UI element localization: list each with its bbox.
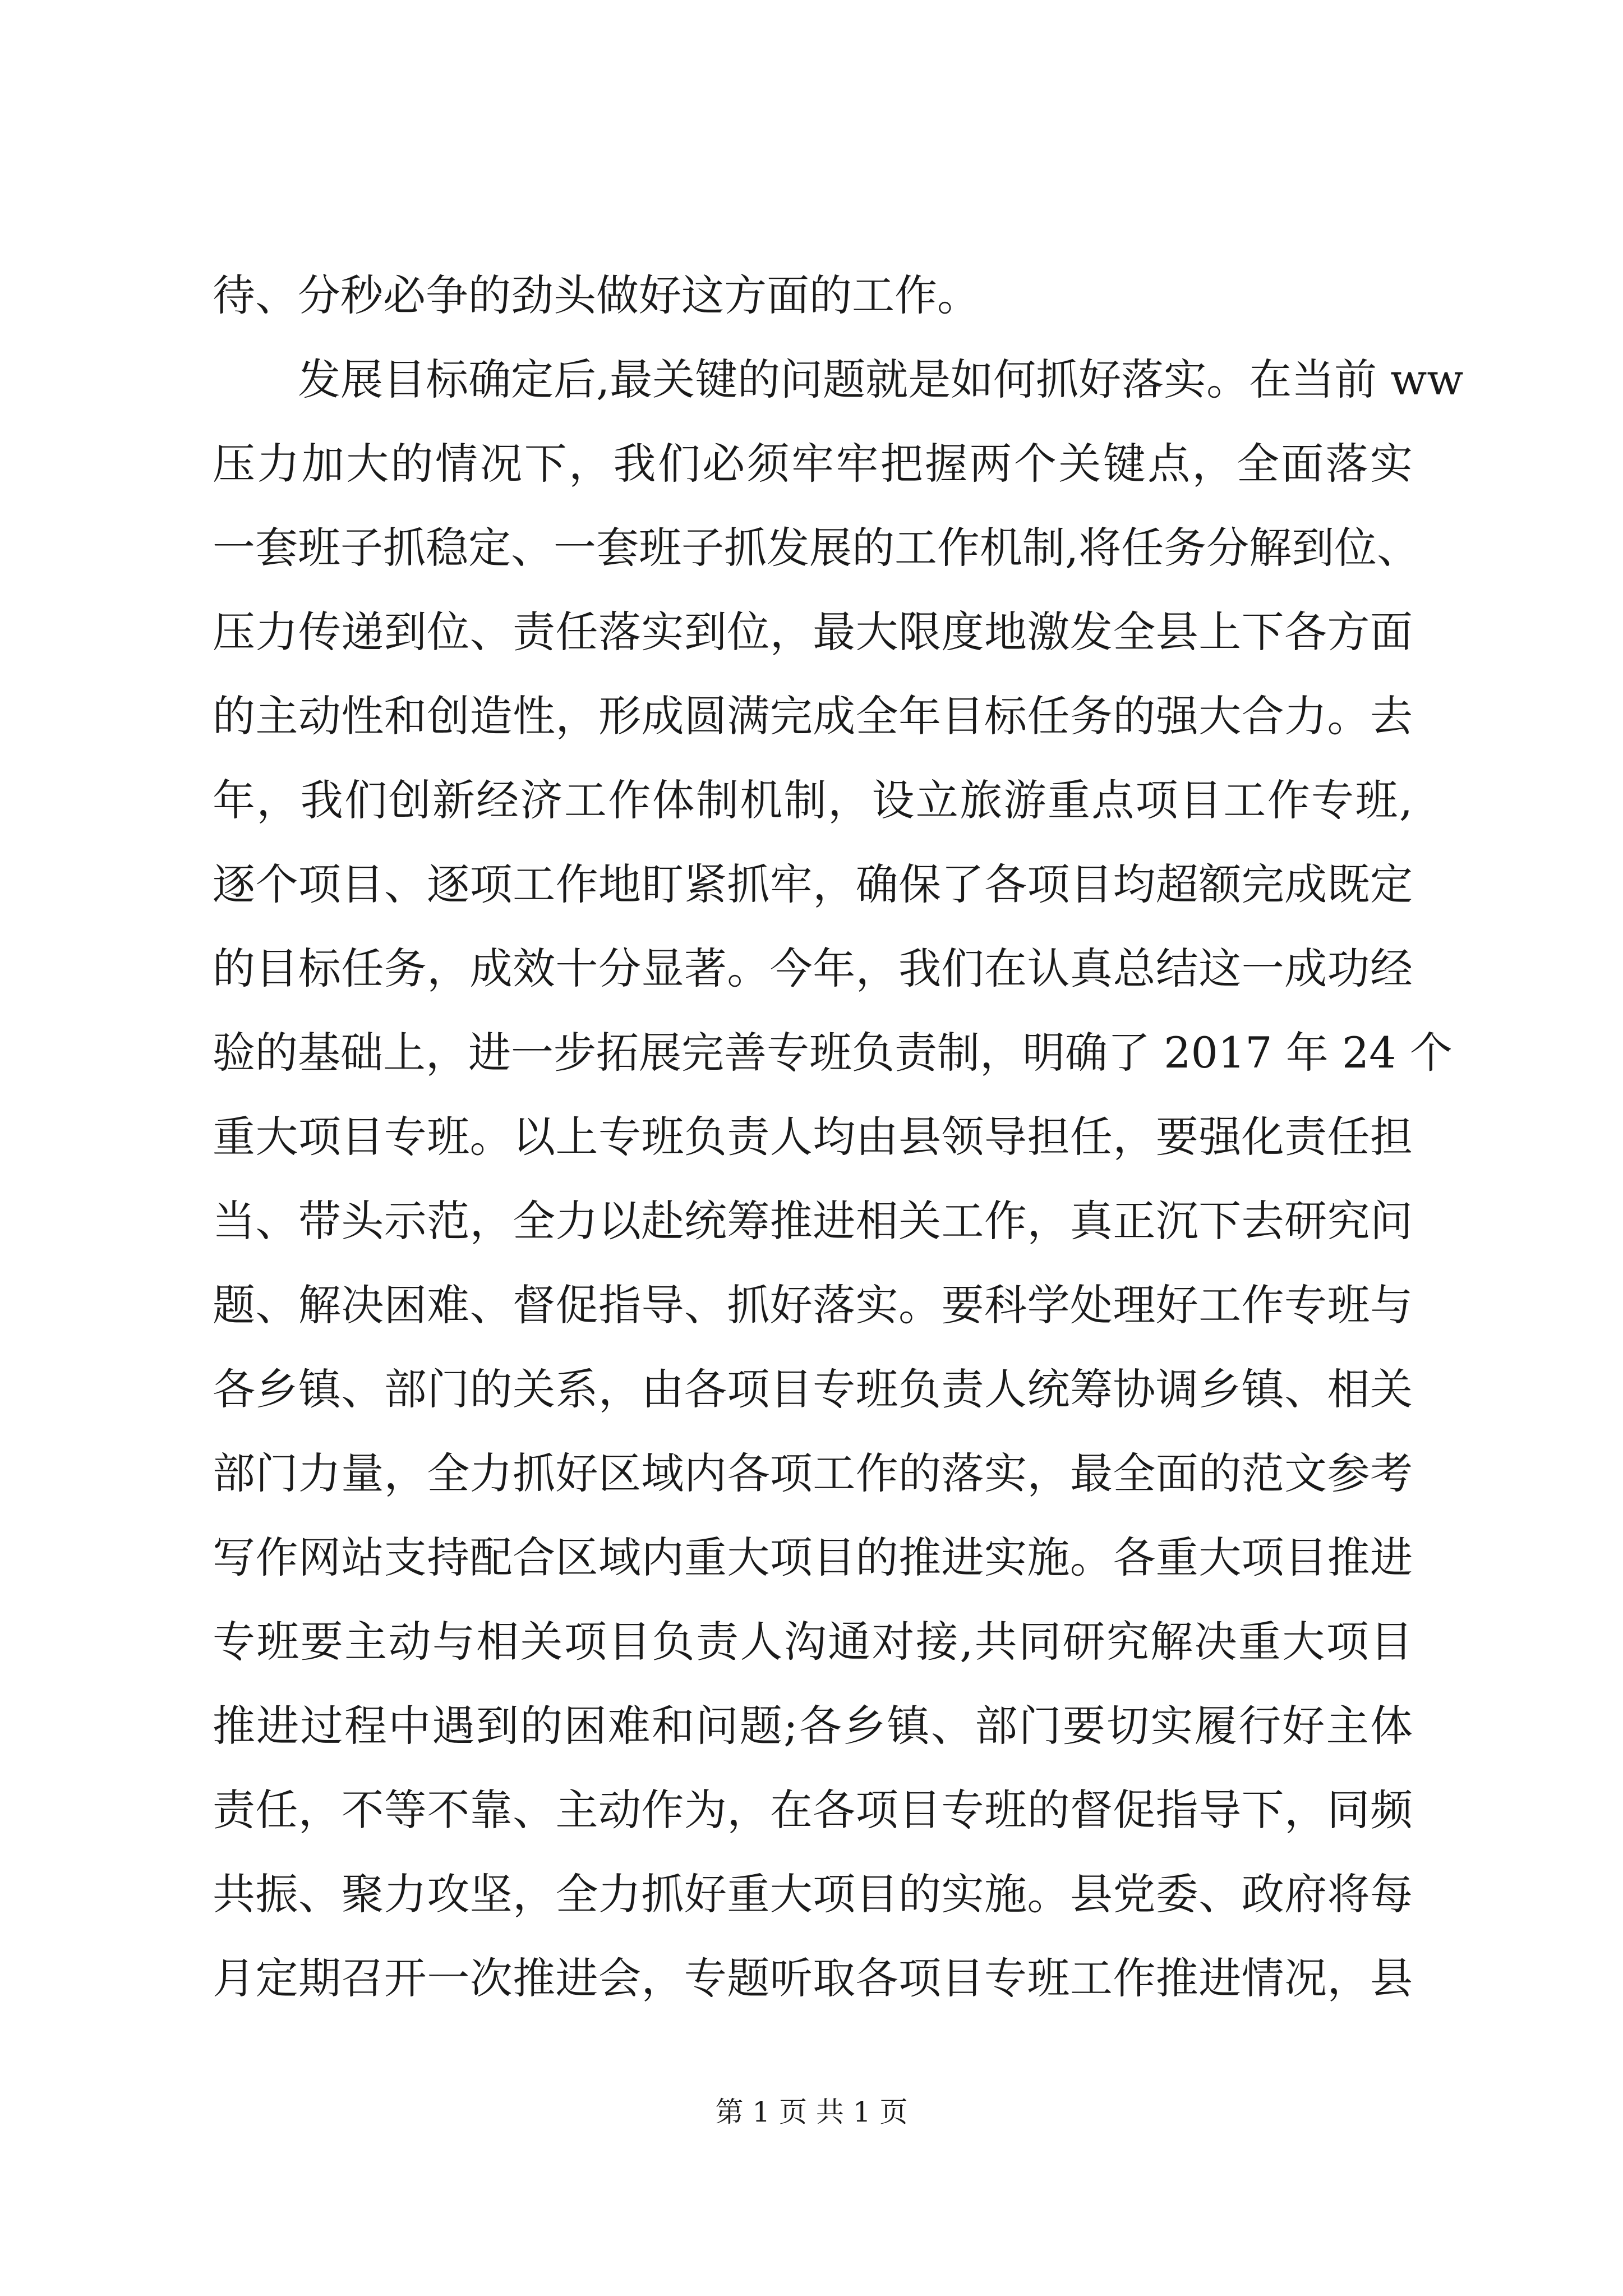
text-line: 专班要主动与相关项目负责人沟通对接,共同研究解决重大项目 <box>213 1617 1413 1667</box>
text-line: 逐个项目、逐项工作地盯紧抓牢，确保了各项目均超额完成既定 <box>213 859 1413 909</box>
text-line: 当、带头示范，全力以赴统筹推进相关工作，真正沉下去研究问 <box>213 1196 1413 1246</box>
text-line: 验的基础上，进一步拓展完善专班负责制，明确了 2017 年 24 个 <box>213 1028 1453 1078</box>
text-line: 压力加大的情况下，我们必须牢牢把握两个关键点，全面落实 <box>213 439 1413 489</box>
text-line: 部门力量，全力抓好区域内各项工作的落实，最全面的范文参考 <box>213 1448 1413 1498</box>
text-line: 发展目标确定后,最关键的问题就是如何抓好落实。在当前 ww <box>298 355 1464 404</box>
document-body <box>213 254 1464 2021</box>
text-line: 的主动性和创造性，形成圆满完成全年目标任务的强大合力。去 <box>213 691 1413 741</box>
page-footer <box>0 2092 1623 2132</box>
page-number: 第 1 页 共 1 页 <box>715 2096 908 2128</box>
text-line: 的目标任务，成效十分显著。今年，我们在认真总结这一成功经 <box>213 944 1413 993</box>
text-line: 责任，不等不靠、主动作为，在各项目专班的督促指导下，同频 <box>213 1785 1413 1835</box>
text-line: 重大项目专班。以上专班负责人均由县领导担任，要强化责任担 <box>213 1112 1413 1162</box>
text-line: 各乡镇、部门的关系，由各项目专班负责人统筹协调乡镇、相关 <box>213 1364 1413 1414</box>
text-line: 共振、聚力攻坚，全力抓好重大项目的实施。县党委、政府将每 <box>213 1869 1413 1919</box>
text-line: 待、分秒必争的劲头做好这方面的工作。 <box>213 270 980 320</box>
text-line: 题、解决困难、督促指导、抓好落实。要科学处理好工作专班与 <box>213 1280 1413 1330</box>
text-line: 一套班子抓稳定、一套班子抓发展的工作机制,将任务分解到位、 <box>213 523 1420 573</box>
text-line: 年，我们创新经济工作体制机制，设立旅游重点项目工作专班, <box>213 775 1413 825</box>
text-line: 写作网站支持配合区域内重大项目的推进实施。各重大项目推进 <box>213 1533 1413 1582</box>
text-line: 推进过程中遇到的困难和问题;各乡镇、部门要切实履行好主体 <box>213 1701 1413 1751</box>
text-line: 月定期召开一次推进会，专题听取各项目专班工作推进情况，县 <box>213 1953 1413 2003</box>
text-line: 压力传递到位、责任落实到位，最大限度地激发全县上下各方面 <box>213 607 1413 657</box>
